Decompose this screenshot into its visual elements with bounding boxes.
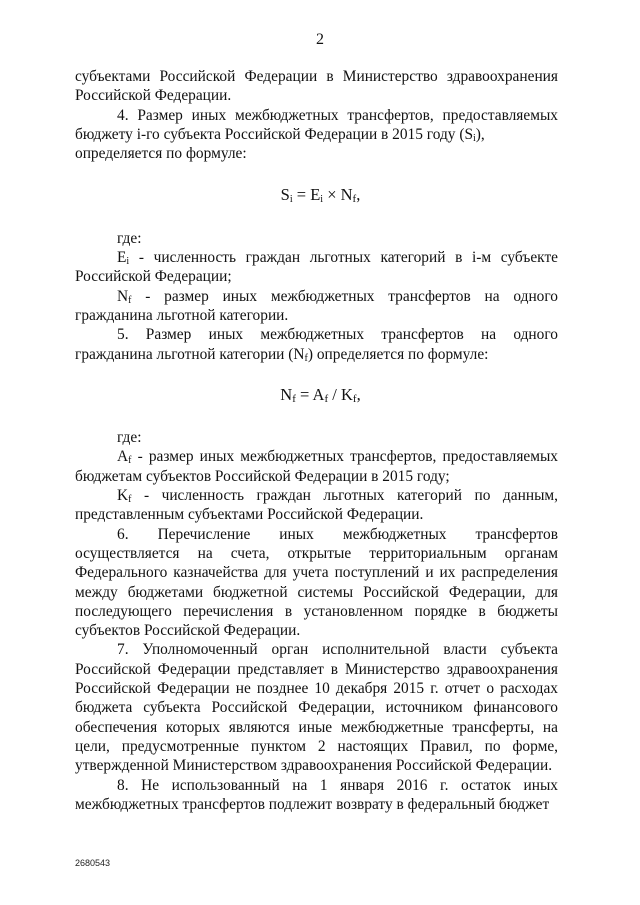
definition-nf-symbol: N [117, 287, 129, 305]
formula-si-s-sub: i [289, 194, 293, 206]
definition-nf [75, 287, 558, 326]
paragraph-continuation: субъектами Российской Федерации в Министерство здравоохранения Российской Федерации. [75, 68, 558, 105]
page-number: 2 [316, 31, 324, 48]
formula-si-e: E [310, 185, 321, 205]
definition-kf-text: - численность граждан льготных категорий по данным, представленным субъектами Российской Федерации. [75, 487, 558, 524]
formula-si-n-sub: f [352, 193, 357, 206]
formula-si-e-sub: i [320, 194, 324, 206]
formula-nf-k-sub: f [352, 392, 357, 405]
formula-si-n: N [340, 185, 353, 205]
document-body [75, 67, 558, 814]
formula-nf-eq: = [295, 384, 313, 404]
paragraph-7: 7. Уполномоченный орган исполнительной власти субъекта Российской Федерации представляет в Министерство здравоохранения Российской Федерации не позднее 10 декабря 2015 г. отчет о расходах бюджета субъекта Российской Федерации, источником финансового обеспечения которых являются иные межбюджетные трансферты, на цели, предусмотренные пунктом 2 настоящих Правил, по форме, утвержденной Министерством здравоохранения Российской Федерации. [75, 641, 558, 775]
formula-si-times: × [323, 185, 341, 205]
paragraph-4-end: ), [475, 125, 485, 143]
definition-kf-subscript: f [128, 494, 132, 506]
paragraph-4-line3: определяется по формуле: [75, 145, 247, 163]
definition-nf-text: - размер иных межбюджетных трансфертов на одного гражданина льготной категории. [75, 287, 558, 324]
formula-si-end: , [356, 185, 361, 205]
definition-af [75, 447, 558, 486]
formula-nf-a-sub: f [324, 392, 329, 405]
formula-nf-div: / [328, 384, 341, 404]
formula-si-eq: = [292, 185, 311, 205]
definition-nf-subscript: f [128, 294, 132, 306]
where-label-1: где: [117, 229, 142, 247]
formula-nf-n: N [280, 384, 293, 404]
definition-ei [75, 248, 558, 287]
paragraph-8: 8. Не использованный на 1 января 2016 г. остаток иных межбюджетных трансфертов подлежит возврату в федеральный бюджет [75, 776, 558, 813]
formula-nf-k: K [340, 384, 353, 404]
paragraph-4-text: 4. Размер иных межбюджетных трансфертов, предоставляемых бюджету i-го субъекта Российской Федерации в 2015 году (S [75, 106, 558, 143]
definition-ei-text: - численность граждан льготных категорий в i-м субъекте Российской Федерации; [75, 249, 558, 286]
formula-nf-end: , [356, 384, 361, 404]
paragraph-5 [75, 325, 558, 364]
document-code: 2680543 [75, 858, 111, 868]
formula-si [75, 185, 558, 204]
paragraph-5-end: ) определяется по формуле: [307, 345, 489, 363]
paragraph-6: 6. Перечисление иных межбюджетных трансфертов осуществляется на счета, открытые территориальным органам Федерального казначейства для учета поступлений и их распределения между бюджетами бюджетной системы Российской Федерации, для последующего перечисления в установленном порядке в бюджеты субъектов Российской Федерации. [75, 525, 558, 640]
where-label-2: где: [117, 429, 142, 447]
paragraph-4 [75, 106, 558, 164]
formula-nf-n-sub: f [292, 392, 296, 405]
formula-nf-a: A [312, 384, 325, 404]
definition-af-symbol: A [117, 448, 129, 466]
definition-ei-subscript: i [126, 256, 130, 268]
definition-af-subscript: f [128, 455, 132, 467]
formula-nf [75, 385, 558, 404]
paragraph-5-text: 5. Размер иных межбюджетных трансфертов на одного гражданина льготной категории (N [75, 326, 558, 363]
definition-af-text: - размер иных межбюджетных трансфертов, предоставляемых бюджетам субъектов Российской Федерации в 2015 году; [75, 448, 558, 485]
formula-si-s: S [280, 185, 290, 205]
paragraph-4-subscript: i [473, 132, 476, 144]
definition-kf [75, 486, 558, 525]
definition-ei-symbol: E [117, 249, 127, 267]
definition-kf-symbol: K [117, 487, 129, 505]
paragraph-5-subscript: f [304, 352, 308, 364]
